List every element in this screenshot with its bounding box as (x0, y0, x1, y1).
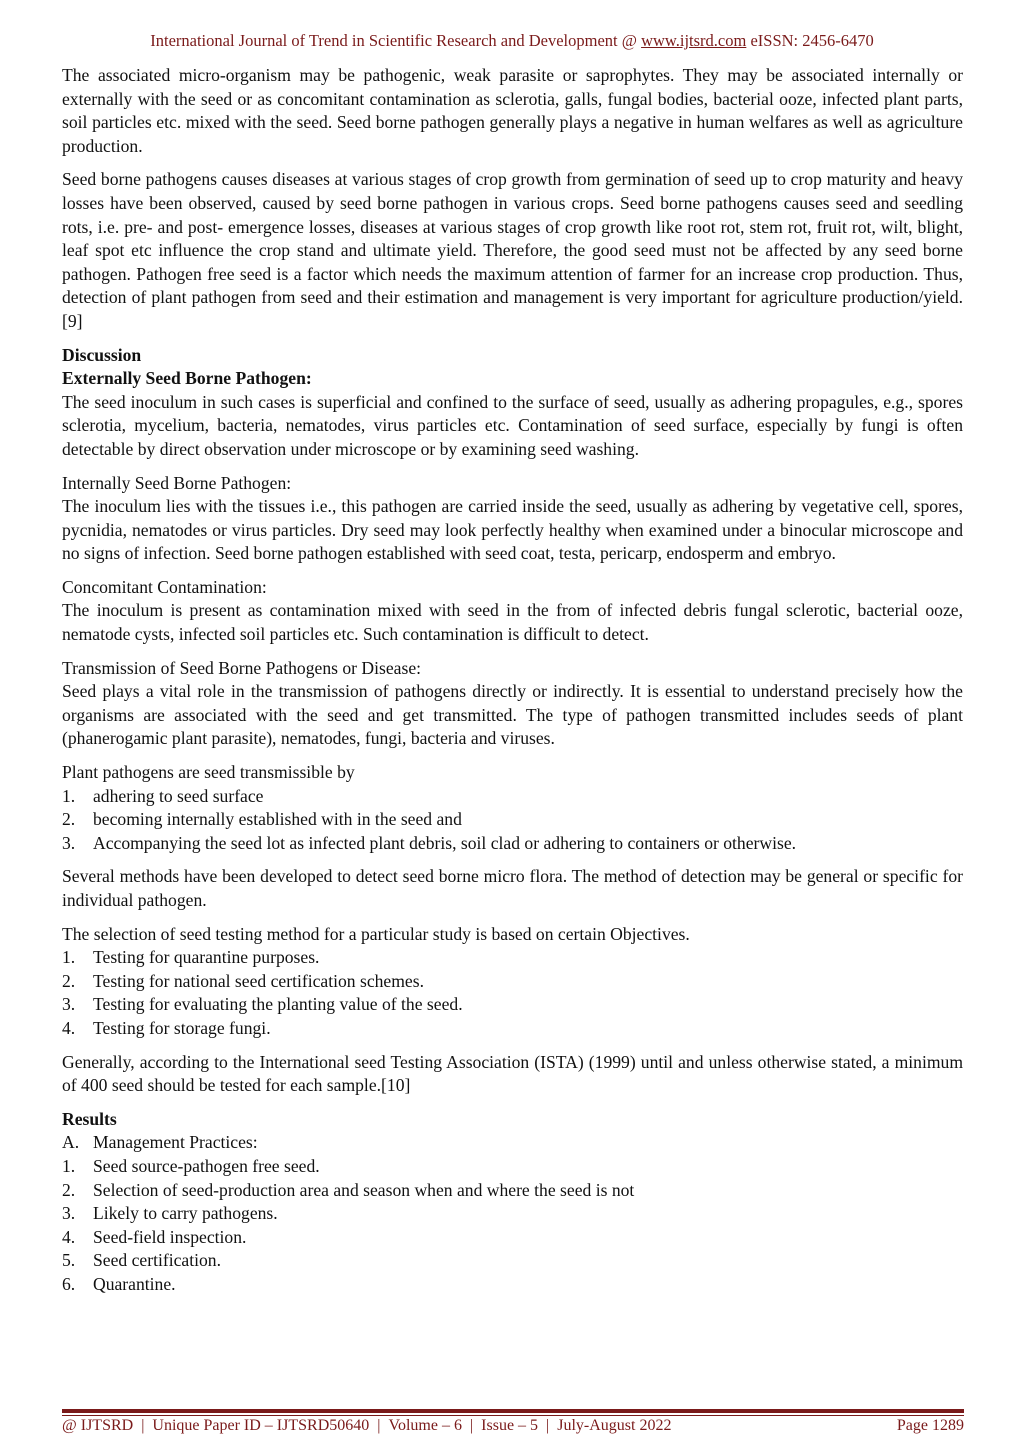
list-item: 3. Accompanying the seed lot as infected plant debris, soil clad or adhering to containers or otherwise. (62, 832, 797, 853)
transmissible-list (62, 785, 963, 856)
results-section (62, 1108, 963, 1297)
running-footer (62, 1417, 964, 1435)
list-item: 1. Seed source-pathogen free seed. (62, 1155, 320, 1176)
footer-publisher: @ IJTSRD (62, 1417, 134, 1434)
journal-url-link[interactable]: www.ijtsrd.com (641, 31, 747, 50)
footer-date: July-August 2022 (557, 1417, 672, 1434)
footer-separator: | (377, 1417, 381, 1434)
paragraph-associated-organisms: The associated micro-organism may be pathogenic, weak parasite or saprophytes. They may be associated internally or externally with the seed or as concomitant contamination as sclerotia, galls, fungal bodies, bacterial ooze, infected plant parts, soil particles etc. mixed with the seed. Seed borne pathogen generally plays a negative in human welfares as well as agriculture production. (62, 65, 963, 156)
list-item: 5. Seed certification. (62, 1250, 221, 1271)
transmission-text: Seed plays a vital role in the transmission of pathogens directly or indirectly. It is essential to understand precisely how the organisms are associated with the seed and get transmitted. The type of pathogen transmitted includes seeds of plant (phanerogamic plant parasite), nematodes, fungi, bacteria and viruses. (62, 681, 963, 749)
list-item: 3. Testing for evaluating the planting value of the seed. (62, 994, 463, 1015)
selection-list (62, 946, 963, 1040)
discussion-section (62, 344, 963, 462)
list-item: 4. Testing for storage fungi. (62, 1017, 271, 1038)
footer-page-number: Page 1289 (896, 1417, 964, 1434)
list-item: 3. Likely to carry pathogens. (62, 1203, 278, 1224)
list-item: 4. Seed-field inspection. (62, 1226, 247, 1247)
selection-intro: The selection of seed testing method for a particular study is based on certain Objectives. (62, 923, 690, 944)
transmissible-intro: Plant pathogens are seed transmissible by (62, 762, 355, 783)
issn: eISSN: 2456-6470 (746, 31, 874, 50)
paragraph-seed-borne-diseases: Seed borne pathogens causes diseases at various stages of crop growth from germination of seed up to crop maturity and heavy losses have been observed, caused by seed borne pathogen in various crops. Seed borne pathogens causes seed and seedling rots, i.e. pre- and post- emergence losses, diseases at various stages of crop growth like root rot, stem rot, fruit rot, wilt, blight, leaf spot etc influence the crop stand and ultimate yield. Therefore, the good seed must not be affected by any seed borne pathogen. Pathogen free seed is a factor which needs the maximum attention of farmer for an increase crop production. Thus, detection of plant pathogen from seed and their estimation and management is very important for agriculture production/yield.[9] (62, 169, 963, 331)
ista-text: Generally, according to the International seed Testing Association (ISTA) (1999) until and unless otherwise stated, a minimum of 400 seed should be tested for each sample.[10] (62, 1051, 963, 1096)
list-item: 2. Selection of seed-production area and season when and where the seed is not (62, 1179, 635, 1200)
footer-issue: Issue – 5 (481, 1417, 539, 1434)
discussion-heading: Discussion (62, 344, 142, 365)
list-item: A. Management Practices: (62, 1132, 258, 1153)
external-pathogen-text: The seed inoculum in such cases is superficial and confined to the surface of seed, usually as adhering propagules, e.g., spores sclerotia, mycelium, bacteria, nematodes, virus particles etc. Contamination of seed surface, especially by fungi is often detectable by direct observation under microscope or by examining seed washing. (62, 391, 963, 459)
results-list (62, 1131, 963, 1296)
transmission-heading: Transmission of Seed Borne Pathogens or Disease: (62, 657, 422, 678)
list-item: 1. adhering to seed surface (62, 785, 264, 806)
concomitant-heading: Concomitant Contamination: (62, 576, 267, 597)
detection-methods-text: Several methods have been developed to detect seed borne micro flora. The method of detection may be general or specific for individual pathogen. (62, 866, 963, 910)
list-item: 1. Testing for quarantine purposes. (62, 947, 320, 968)
transmission-block (62, 657, 963, 751)
list-item: 2. becoming internally established with in the seed and (62, 809, 462, 830)
external-pathogen-heading: Externally Seed Borne Pathogen: (62, 368, 312, 389)
footer-spacer (671, 1417, 896, 1435)
list-item: 2. Testing for national seed certification schemes. (62, 970, 424, 991)
footer-rule-thick (62, 1409, 964, 1413)
selection-block (62, 923, 963, 1041)
journal-name: International Journal of Trend in Scientific Research and Development @ (150, 31, 642, 50)
internal-pathogen-block (62, 472, 963, 566)
internal-pathogen-heading: Internally Seed Borne Pathogen: (62, 472, 292, 493)
running-header (0, 31, 1024, 51)
footer-separator: | (141, 1417, 145, 1434)
footer-paper-id: Unique Paper ID – IJTSRD50640 (152, 1417, 370, 1434)
footer-separator: | (469, 1417, 474, 1434)
footer-rule-thin (62, 1415, 964, 1416)
list-item: 6. Quarantine. (62, 1273, 176, 1294)
page-body (62, 64, 963, 1307)
concomitant-text: The inoculum is present as contamination mixed with seed in the from of infected debris fungal sclerotic, bacterial ooze, nematode cysts, infected soil particles etc. Such contamination is difficult to detect. (62, 600, 963, 645)
footer-volume: Volume – 6 (388, 1417, 462, 1434)
internal-pathogen-text: The inoculum lies with the tissues i.e., this pathogen are carried inside the seed, usually as adhering by vegetative cell, spores, pycnidia, nematodes or virus particles. Dry seed may look perfectly healthy when examined under a binocular microscope and no signs of infection. Seed borne pathogen established with seed coat, testa, pericarp, endosperm and embryo. (62, 496, 963, 564)
concomitant-block (62, 576, 963, 647)
results-heading: Results (62, 1108, 117, 1129)
transmissible-block (62, 761, 963, 855)
footer-separator: | (546, 1417, 550, 1434)
